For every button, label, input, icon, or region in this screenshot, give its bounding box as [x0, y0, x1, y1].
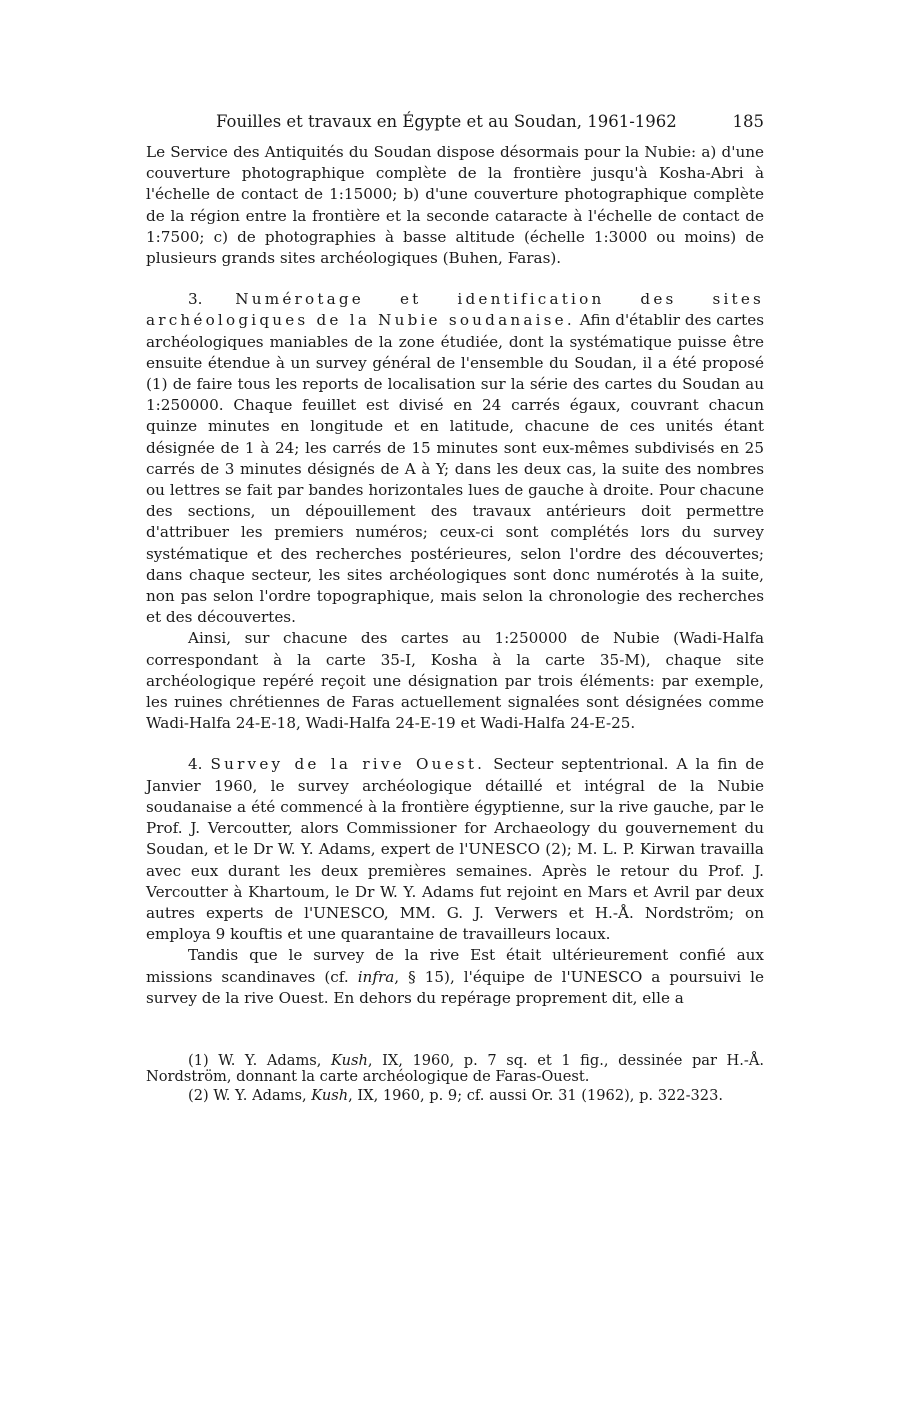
- section-3-heading: Numérotage et identification des sites archéologiques de la Nubie soudanaise.: [146, 290, 764, 330]
- running-title: Fouilles et travaux en Égypte et au Soudan, 1961-1962: [216, 112, 677, 131]
- page-number: 185: [732, 112, 764, 131]
- section-4-paragraph: 4. Survey de la rive Ouest. Secteur septentrional. A la fin de Janvier 1960, le survey archéologique détaillé et intégral de la Nubie soudanaise a été commencé à la frontière égyptienne, sur la rive gauche, par le Prof. J. Vercoutter, alors Commissioner for Archaeology du gouvernement du Soudan, et le Dr W. Y. Adams, expert de l'UNESCO (2); M. L. P. Kirwan travailla avec eux durant les deux premières semaines. Après le retour du Prof. J. Vercoutter à Khartoum, le Dr W. Y. Adams fut rejoint en Mars et Avril par deux autres experts de l'UNESCO, MM. G. J. Verwers et H.-Å. Nordström; on employa 9 kouftis et une quarantaine de travailleurs locaux.: [146, 755, 765, 944]
- page: [146, 112, 764, 1104]
- section-4-paragraph-2: Tandis que le survey de la rive Est était ultérieurement confié aux missions scandinaves (cf. infra, § 15), l'équipe de l'UNESCO a poursuivi le survey de la rive Ouest. En dehors du repérage proprement dit, elle a: [146, 946, 764, 1007]
- footnote-ref-1: (1): [146, 375, 168, 394]
- section-4-heading: Survey de la rive Ouest.: [210, 755, 486, 774]
- section-4-number: 4.: [188, 755, 203, 774]
- section-3-paragraph: 3. Numérotage et identification des sites archéologiques de la Nubie soudanaise. Afin d'établir des cartes archéologiques maniables de la zone étudiée, dont la systématique puisse être ensuite étendue à un survey général de l'ensemble du Soudan, il a été proposé (1) de faire tous les reports de localisation sur la série des cartes du Soudan au 1:250000. Chaque feuillet est divisé en 24 carrés égaux, couvrant chacun quinze minutes en longitude et en latitude, chacune de ces unités étant désignée de 1 à 24; les carrés de 15 minutes sont eux-mêmes subdivisés en 25 carrés de 3 minutes désignés de A à Y; dans les deux cas, la suite des nombres ou lettres se fait par bandes horizontales lues de gauche à droite. Pour chacune des sections, un dépouillement des travaux antérieurs doit permettre d'attribuer les premiers numéros; ceux-ci sont complétés lors du survey systématique et des recherches postérieures, selon l'ordre des découvertes; dans chaque secteur, les sites archéologiques sont donc numérotés à la suite, non pas selon l'ordre topographique, mais selon la chronologie des recherches et des découvertes.: [146, 290, 765, 627]
- footnote-2: (2) W. Y. Adams, Kush, IX, 1960, p. 9; cf. aussi Or. 31 (1962), p. 322-323.: [188, 1086, 723, 1104]
- paragraph-photo-coverage: Le Service des Antiquités du Soudan dispose désormais pour la Nubie: a) d'une couverture photographique complète de la frontière jusqu'à Kosha-Abri à l'échelle de contact de 1:15000; b) d'une couverture photographique complète de la région entre la frontière et la seconde cataracte à l'échelle de contact de 1:7500; c) de photographies à basse altitude (échelle 1:3000 ou moins) de plusieurs grands sites archéologiques (Buhen, Faras).: [146, 143, 764, 268]
- running-header: [146, 112, 764, 142]
- footnote-1: (1) W. Y. Adams, Kush, IX, 1960, p. 7 sq. et 1 fig., dessinée par H.-Å. Nordström, donnant la carte archéologique de Faras-Ouest.: [146, 1051, 765, 1086]
- section-3-paragraph-2: Ainsi, sur chacune des cartes au 1:250000 de Nubie (Wadi-Halfa correspondant à la carte 35-I, Kosha à la carte 35-M), chaque site archéologique repéré reçoit une désignation par trois éléments: par exemple, les ruines chrétiennes de Faras actuellement signalées sont désignées comme Wadi-Halfa 24-E-18, Wadi-Halfa 24-E-19 et Wadi-Halfa 24-E-25.: [146, 629, 764, 733]
- footnote-ref-2: (2): [545, 840, 567, 859]
- section-3-number: 3.: [188, 290, 203, 309]
